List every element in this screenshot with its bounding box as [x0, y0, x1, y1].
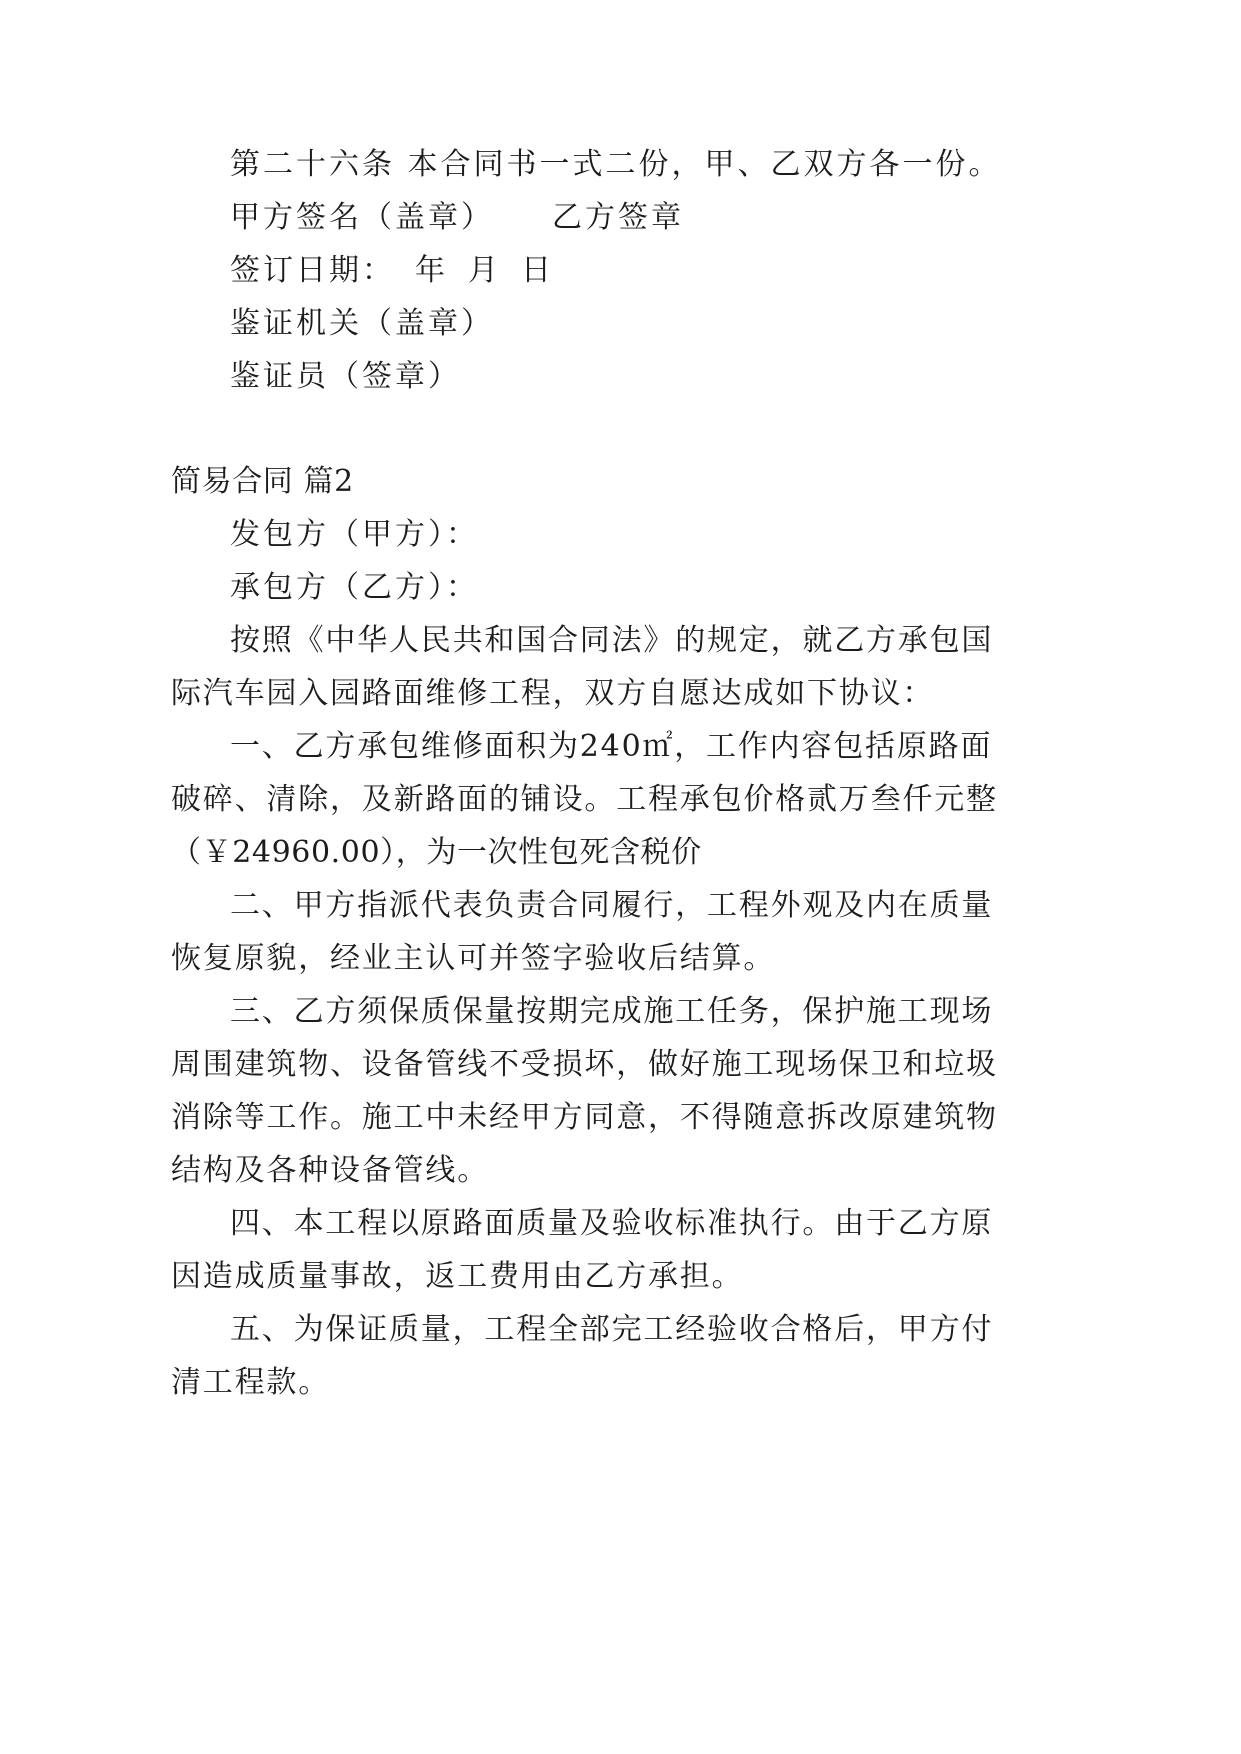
officer-seal-label: 鉴证员（签章）: [230, 359, 461, 394]
clause1-line-2: 破碎、清除，及新路面的铺设。工程承包价格贰万叁仟元整: [171, 782, 998, 817]
intro-line-1: 按照《中华人民共和国合同法》的规定，就乙方承包国: [230, 623, 994, 658]
sign-date-day: 日: [521, 253, 554, 288]
clause5-line-2: 清工程款。: [171, 1365, 330, 1400]
clause5-line-1: 五、为保证质量，工程全部完工经验收合格后，甲方付: [230, 1312, 994, 1347]
clause4-line-2: 因造成质量事故，返工费用由乙方承担。: [171, 1259, 744, 1294]
clause3-line-2: 周围建筑物、设备管线不受损坏，做好施工现场保卫和垃圾: [171, 1047, 998, 1082]
sign-date-row: [230, 251, 554, 291]
party-b-signature-label: 乙方签章: [552, 200, 684, 235]
sign-date-label: 签订日期：: [230, 253, 395, 288]
party-a-signature-label: 甲方签名（盖章）: [230, 200, 494, 235]
employer-label: 发包方（甲方）：: [230, 517, 479, 552]
contractor-label: 承包方（乙方）：: [230, 570, 479, 605]
section-heading: 简易合同 篇2: [171, 464, 354, 499]
sign-date-year: 年: [415, 253, 448, 288]
clause3-line-1: 三、乙方须保质保量按期完成施工任务，保护施工现场: [230, 994, 994, 1029]
intro-line-2: 际汽车园入园路面维修工程，双方自愿达成如下协议：: [171, 676, 935, 711]
clause1-line-3: （￥24960.00），为一次性包死含税价: [171, 835, 702, 870]
clause2-line-2: 恢复原貌，经业主认可并签字验收后结算。: [171, 941, 776, 976]
article-26-text: 第二十六条 本合同书一式二份，甲、乙双方各一份。: [230, 147, 1002, 182]
clause2-line-1: 二、甲方指派代表负责合同履行，工程外观及内在质量: [230, 888, 994, 923]
authority-seal-label: 鉴证机关（盖章）: [230, 306, 494, 341]
clause1-line-1: 一、乙方承包维修面积为240㎡，工作内容包括原路面: [230, 729, 993, 764]
signature-row: [230, 198, 684, 238]
clause3-line-3: 消除等工作。施工中未经甲方同意，不得随意拆改原建筑物: [171, 1100, 998, 1135]
sign-date-month: 月: [468, 253, 501, 288]
clause4-line-1: 四、本工程以原路面质量及验收标准执行。由于乙方原: [230, 1206, 994, 1241]
clause3-line-4: 结构及各种设备管线。: [171, 1153, 489, 1188]
